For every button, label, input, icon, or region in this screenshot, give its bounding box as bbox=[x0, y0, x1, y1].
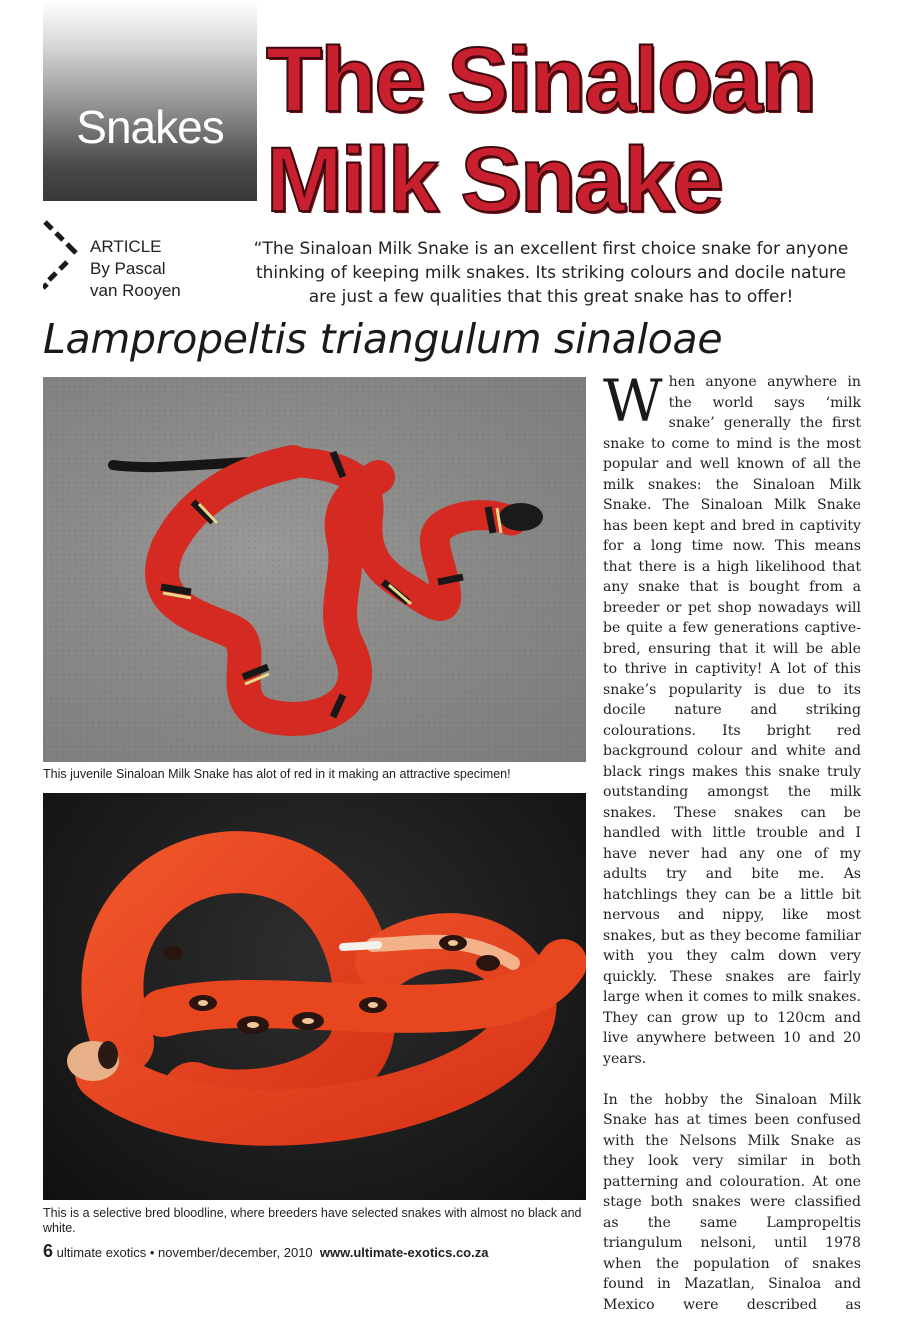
section-label: Snakes bbox=[76, 101, 224, 153]
snake-illustration-1 bbox=[43, 377, 586, 762]
page-footer bbox=[43, 1241, 488, 1262]
article-title-line-1: The Sinaloan bbox=[266, 29, 815, 131]
byline bbox=[90, 236, 181, 302]
body-paragraph-1-text: hen anyone anywhere in the world says ‘milk snake’ generally the first snake to come to mind is the most popular and well known of all the milk snakes: the Sinaloan Milk Snake. The Sinaloan Milk Snake has been kept and bred in captivity for a long time now. This means that there is a high likelihood that any snake that is bought from a breeder or pet shop nowadays will be quite a few generations captive-bred, ensuring that it will be able to thrive in captivity! A lot of this snake’s popularity is due to its docile nature and striking colourations. Its bright red background colour and white and black rings makes this snake truly outstanding amongst the milk snakes. These snakes can be handled with little trouble and I have never had any one of my adults try and bite me. As hatchlings they can be a little bit nervous and nippy, like most snakes, but as they become familiar with you they calm down very quickly. These snakes are fairly large when it comes to milk snakes. They can grow up to 120cm and live anywhere between 10 and 20 years. bbox=[603, 374, 861, 1067]
website-url: www.ultimate-exotics.co.za bbox=[319, 1245, 489, 1260]
article-title-line-2: Milk Snake bbox=[266, 129, 722, 231]
photo-caption-2: This is a selective bred bloodline, where breeders have selected snakes with almost no black and white. bbox=[43, 1206, 582, 1235]
author-line-2: van Rooyen bbox=[90, 281, 181, 300]
page-number: 6 bbox=[43, 1241, 54, 1261]
body-paragraph-2: In the hobby the Sinaloan Milk Snake has at times been confused with the Nelsons Milk Snake as they look very similar in both patterning and colouration. At one stage both snakes were classified as the same Lampropeltis triangulum nelsoni, until 1978 when the population of snakes found in Mazatlan, Sinaloa and Mexico were described as bbox=[603, 1091, 861, 1313]
pull-quote: “The Sinaloan Milk Snake is an excellent first choice snake for anyone thinking of keeping milk snakes. Its striking colours and docile nature are just a few qualities that this great snake has to offer! bbox=[253, 239, 849, 307]
photo-selective-bred-snake bbox=[43, 793, 586, 1200]
photo-juvenile-snake bbox=[43, 377, 586, 762]
article-title bbox=[266, 30, 886, 230]
drop-cap: W bbox=[603, 367, 663, 435]
snake-illustration-2 bbox=[43, 793, 586, 1200]
author-line-1: By Pascal bbox=[90, 259, 166, 278]
section-header-box bbox=[43, 0, 257, 201]
scientific-name-heading: Lampropeltis triangulum sinaloae bbox=[43, 315, 723, 363]
article-body bbox=[603, 367, 861, 1336]
body-paragraph-1 bbox=[603, 367, 861, 1069]
article-type: ARTICLE bbox=[90, 237, 162, 256]
magazine-issue: ultimate exotics • november/december, 2010 bbox=[56, 1245, 313, 1260]
photo-caption-1: This juvenile Sinaloan Milk Snake has alot of red in it making an attractive specimen! bbox=[43, 767, 511, 781]
chevron-arrows-icon bbox=[43, 220, 83, 294]
